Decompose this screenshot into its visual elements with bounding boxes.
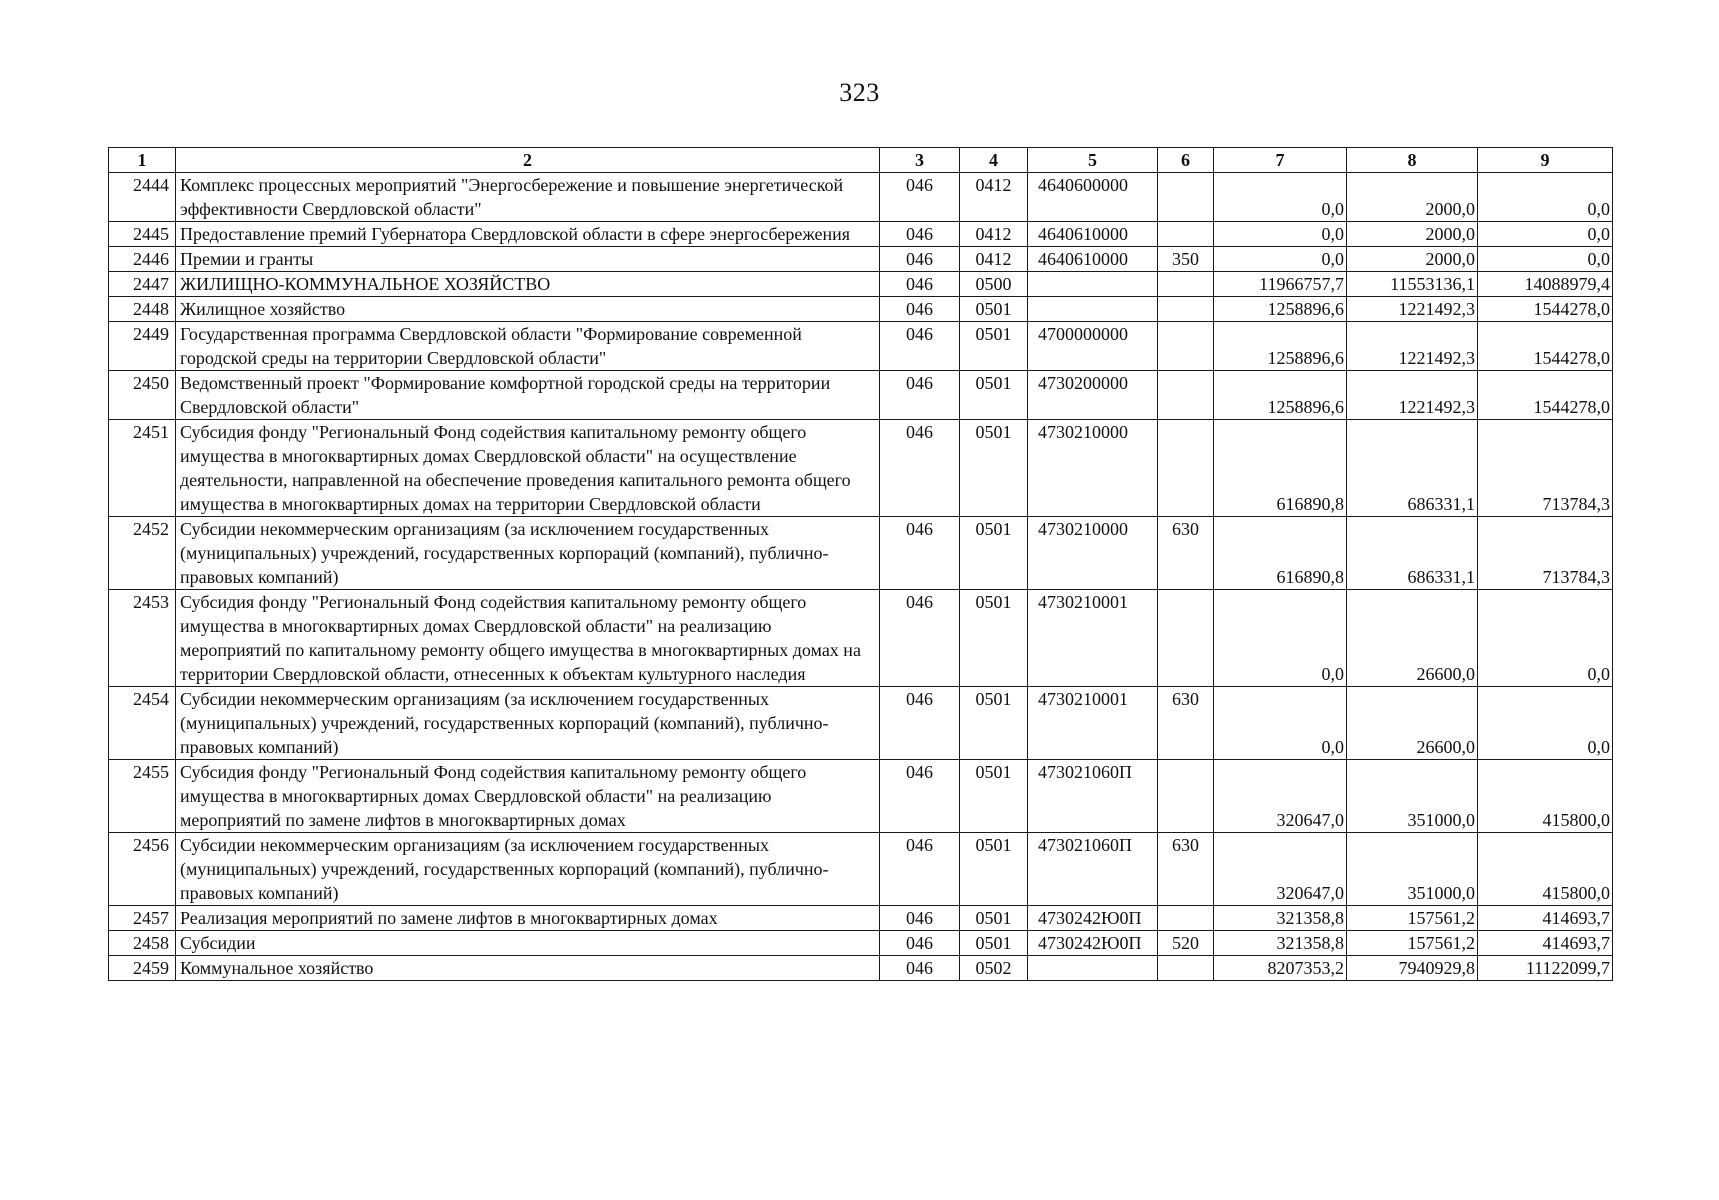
section-code: 0501 (960, 760, 1028, 833)
ministry-code: 046 (880, 173, 960, 222)
section-code: 0501 (960, 322, 1028, 371)
header-cell: 8 (1347, 148, 1478, 173)
amount-col-8: 2000,0 (1347, 173, 1478, 222)
row-number: 2458 (109, 931, 176, 956)
expense-type-code: 630 (1158, 687, 1214, 760)
ministry-code: 046 (880, 322, 960, 371)
table-row (109, 956, 1613, 981)
row-name: Субсидии некоммерческим организациям (за исключением государственных (муниципальных) учреждений, государственных корпораций (компаний), публично-правовых компаний) (176, 833, 880, 906)
amount-col-9: 1544278,0 (1478, 297, 1613, 322)
expense-type-code (1158, 760, 1214, 833)
expense-type-code (1158, 420, 1214, 517)
amount-col-9: 415800,0 (1478, 833, 1613, 906)
section-code: 0501 (960, 931, 1028, 956)
row-number: 2446 (109, 247, 176, 272)
section-code: 0500 (960, 272, 1028, 297)
amount-col-9: 713784,3 (1478, 517, 1613, 590)
page-number: 323 (839, 78, 880, 107)
expense-type-code: 350 (1158, 247, 1214, 272)
amount-col-7: 320647,0 (1214, 833, 1347, 906)
ministry-code: 046 (880, 956, 960, 981)
section-code: 0501 (960, 420, 1028, 517)
header-cell: 9 (1478, 148, 1613, 173)
ministry-code: 046 (880, 833, 960, 906)
table-row (109, 272, 1613, 297)
amount-col-7: 0,0 (1214, 222, 1347, 247)
row-number: 2445 (109, 222, 176, 247)
amount-col-7: 8207353,2 (1214, 956, 1347, 981)
amount-col-9: 0,0 (1478, 247, 1613, 272)
table-body (109, 173, 1613, 981)
amount-col-7: 11966757,7 (1214, 272, 1347, 297)
section-code: 0501 (960, 833, 1028, 906)
table-row (109, 420, 1613, 517)
amount-col-9: 1544278,0 (1478, 322, 1613, 371)
section-code: 0501 (960, 297, 1028, 322)
target-article-code: 4730210000 (1028, 420, 1158, 517)
row-name: Комплекс процессных мероприятий "Энергосбережение и повышение энергетической эффективности Свердловской области" (176, 173, 880, 222)
amount-col-7: 320647,0 (1214, 760, 1347, 833)
row-number: 2454 (109, 687, 176, 760)
amount-col-9: 414693,7 (1478, 931, 1613, 956)
amount-col-8: 686331,1 (1347, 517, 1478, 590)
row-number: 2459 (109, 956, 176, 981)
header-cell: 5 (1028, 148, 1158, 173)
table-row (109, 687, 1613, 760)
amount-col-7: 321358,8 (1214, 906, 1347, 931)
expense-type-code: 630 (1158, 517, 1214, 590)
expense-type-code (1158, 956, 1214, 981)
amount-col-7: 0,0 (1214, 687, 1347, 760)
amount-col-8: 686331,1 (1347, 420, 1478, 517)
row-name: Коммунальное хозяйство (176, 956, 880, 981)
row-name: Субсидия фонду "Региональный Фонд содействия капитальному ремонту общего имущества в многоквартирных домах Свердловской области" на осуществление деятельности, направленной на обеспечение проведения капитального ремонта общего имущества в многоквартирных домах на территории Свердловской области (176, 420, 880, 517)
expense-type-code: 520 (1158, 931, 1214, 956)
target-article-code (1028, 956, 1158, 981)
amount-col-8: 1221492,3 (1347, 297, 1478, 322)
amount-col-8: 26600,0 (1347, 687, 1478, 760)
amount-col-7: 1258896,6 (1214, 322, 1347, 371)
amount-col-7: 0,0 (1214, 590, 1347, 687)
ministry-code: 046 (880, 906, 960, 931)
amount-col-8: 1221492,3 (1347, 371, 1478, 420)
table-row (109, 760, 1613, 833)
amount-col-7: 0,0 (1214, 173, 1347, 222)
header-cell: 7 (1214, 148, 1347, 173)
expense-type-code (1158, 590, 1214, 687)
amount-col-8: 2000,0 (1347, 222, 1478, 247)
table-row (109, 247, 1613, 272)
amount-col-7: 0,0 (1214, 247, 1347, 272)
section-code: 0412 (960, 173, 1028, 222)
row-number: 2449 (109, 322, 176, 371)
target-article-code: 4730210001 (1028, 590, 1158, 687)
target-article-code: 4730242Ю0П (1028, 906, 1158, 931)
target-article-code (1028, 272, 1158, 297)
target-article-code: 4700000000 (1028, 322, 1158, 371)
ministry-code: 046 (880, 517, 960, 590)
row-name: Субсидии некоммерческим организациям (за исключением государственных (муниципальных) учреждений, государственных корпораций (компаний), публично-правовых компаний) (176, 517, 880, 590)
target-article-code: 4730210000 (1028, 517, 1158, 590)
table-row (109, 371, 1613, 420)
row-number: 2453 (109, 590, 176, 687)
row-name: Государственная программа Свердловской области "Формирование современной городской среды на территории Свердловской области" (176, 322, 880, 371)
ministry-code: 046 (880, 297, 960, 322)
header-cell: 1 (109, 148, 176, 173)
row-name: Премии и гранты (176, 247, 880, 272)
budget-table (108, 147, 1613, 981)
ministry-code: 046 (880, 420, 960, 517)
expense-type-code (1158, 906, 1214, 931)
row-name: Предоставление премий Губернатора Свердловской области в сфере энергосбережения (176, 222, 880, 247)
row-name: Субсидии некоммерческим организациям (за исключением государственных (муниципальных) учреждений, государственных корпораций (компаний), публично-правовых компаний) (176, 687, 880, 760)
amount-col-9: 0,0 (1478, 590, 1613, 687)
row-number: 2447 (109, 272, 176, 297)
section-code: 0412 (960, 247, 1028, 272)
ministry-code: 046 (880, 371, 960, 420)
target-article-code: 4730200000 (1028, 371, 1158, 420)
row-name: Субсидия фонду "Региональный Фонд содействия капитальному ремонту общего имущества в многоквартирных домах Свердловской области" на реализацию мероприятий по капитальному ремонту общего имущества в многоквартирных домах на территории Свердловской области, отнесенных к объектам культурного наследия (176, 590, 880, 687)
section-code: 0502 (960, 956, 1028, 981)
row-number: 2457 (109, 906, 176, 931)
header-cell: 2 (176, 148, 880, 173)
section-code: 0501 (960, 906, 1028, 931)
target-article-code: 4730242Ю0П (1028, 931, 1158, 956)
ministry-code: 046 (880, 931, 960, 956)
amount-col-9: 14088979,4 (1478, 272, 1613, 297)
amount-col-9: 415800,0 (1478, 760, 1613, 833)
amount-col-9: 713784,3 (1478, 420, 1613, 517)
ministry-code: 046 (880, 687, 960, 760)
amount-col-7: 321358,8 (1214, 931, 1347, 956)
expense-type-code (1158, 222, 1214, 247)
amount-col-9: 1544278,0 (1478, 371, 1613, 420)
amount-col-8: 351000,0 (1347, 760, 1478, 833)
row-number: 2450 (109, 371, 176, 420)
section-code: 0501 (960, 590, 1028, 687)
table-header-row (109, 148, 1613, 173)
row-name: ЖИЛИЩНО-КОММУНАЛЬНОЕ ХОЗЯЙСТВО (176, 272, 880, 297)
header-cell: 6 (1158, 148, 1214, 173)
table-row (109, 297, 1613, 322)
target-article-code: 4640610000 (1028, 247, 1158, 272)
amount-col-9: 0,0 (1478, 687, 1613, 760)
target-article-code: 4730210001 (1028, 687, 1158, 760)
ministry-code: 046 (880, 272, 960, 297)
expense-type-code (1158, 173, 1214, 222)
row-name: Ведомственный проект "Формирование комфортной городской среды на территории Свердловской области" (176, 371, 880, 420)
target-article-code: 473021060П (1028, 833, 1158, 906)
row-name: Реализация мероприятий по замене лифтов в многоквартирных домах (176, 906, 880, 931)
section-code: 0501 (960, 371, 1028, 420)
expense-type-code (1158, 371, 1214, 420)
amount-col-8: 26600,0 (1347, 590, 1478, 687)
amount-col-7: 616890,8 (1214, 420, 1347, 517)
table-row (109, 833, 1613, 906)
header-cell: 3 (880, 148, 960, 173)
table-row (109, 931, 1613, 956)
row-number: 2448 (109, 297, 176, 322)
table-row (109, 906, 1613, 931)
row-number: 2452 (109, 517, 176, 590)
expense-type-code (1158, 272, 1214, 297)
amount-col-8: 157561,2 (1347, 906, 1478, 931)
section-code: 0501 (960, 687, 1028, 760)
target-article-code: 4640610000 (1028, 222, 1158, 247)
ministry-code: 046 (880, 760, 960, 833)
ministry-code: 046 (880, 590, 960, 687)
amount-col-8: 7940929,8 (1347, 956, 1478, 981)
amount-col-9: 0,0 (1478, 222, 1613, 247)
row-number: 2451 (109, 420, 176, 517)
amount-col-9: 11122099,7 (1478, 956, 1613, 981)
table-row (109, 173, 1613, 222)
target-article-code (1028, 297, 1158, 322)
table-row (109, 590, 1613, 687)
amount-col-9: 414693,7 (1478, 906, 1613, 931)
target-article-code: 4640600000 (1028, 173, 1158, 222)
section-code: 0412 (960, 222, 1028, 247)
amount-col-8: 351000,0 (1347, 833, 1478, 906)
row-name: Жилищное хозяйство (176, 297, 880, 322)
expense-type-code (1158, 322, 1214, 371)
expense-type-code: 630 (1158, 833, 1214, 906)
row-number: 2456 (109, 833, 176, 906)
row-number: 2455 (109, 760, 176, 833)
header-cell: 4 (960, 148, 1028, 173)
amount-col-8: 157561,2 (1347, 931, 1478, 956)
expense-type-code (1158, 297, 1214, 322)
table-row (109, 222, 1613, 247)
amount-col-7: 1258896,6 (1214, 297, 1347, 322)
amount-col-9: 0,0 (1478, 173, 1613, 222)
section-code: 0501 (960, 517, 1028, 590)
target-article-code: 473021060П (1028, 760, 1158, 833)
table-row (109, 517, 1613, 590)
amount-col-8: 1221492,3 (1347, 322, 1478, 371)
amount-col-7: 616890,8 (1214, 517, 1347, 590)
ministry-code: 046 (880, 222, 960, 247)
row-name: Субсидия фонду "Региональный Фонд содействия капитальному ремонту общего имущества в многоквартирных домах Свердловской области" на реализацию мероприятий по замене лифтов в многоквартирных домах (176, 760, 880, 833)
row-name: Субсидии (176, 931, 880, 956)
ministry-code: 046 (880, 247, 960, 272)
amount-col-8: 2000,0 (1347, 247, 1478, 272)
row-number: 2444 (109, 173, 176, 222)
amount-col-8: 11553136,1 (1347, 272, 1478, 297)
table-row (109, 322, 1613, 371)
amount-col-7: 1258896,6 (1214, 371, 1347, 420)
